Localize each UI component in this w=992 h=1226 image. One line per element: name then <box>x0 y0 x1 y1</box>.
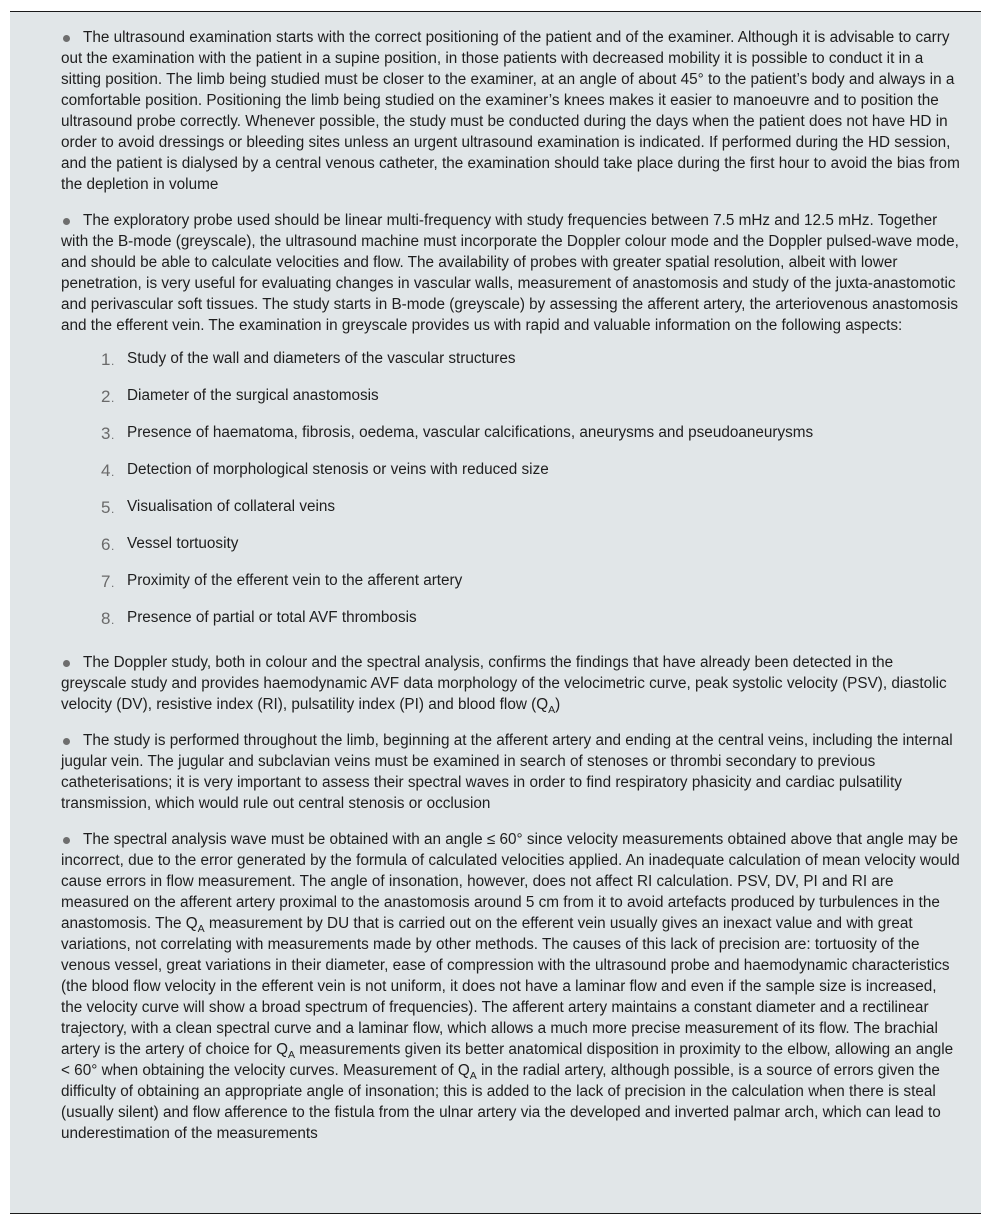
list-item <box>61 348 961 385</box>
bullet-icon <box>63 837 70 844</box>
list-item <box>61 570 961 607</box>
list-item-text: Diameter of the surgical anastomosis <box>127 387 379 404</box>
text-box <box>10 11 981 1214</box>
list-item-text: Presence of haematoma, fibrosis, oedema, vascular calcifications, aneurysms and pseudoaneurysms <box>127 424 814 441</box>
bullet-icon <box>63 660 70 667</box>
list-item-text: Proximity of the efferent vein to the afferent artery <box>127 572 463 589</box>
paragraph-text: The study is performed throughout the limb, beginning at the afferent artery and ending at the central veins, including the internal jugular vein. The jugular and subclavian veins must be examined in search of stenoses or thrombi secondary to previous catheterisations; it is very important to assess their spectral waves in order to find respiratory phasicity and cardiac pulsatility transmission, which would rule out central stenosis or occlusion <box>61 732 953 812</box>
bullet-paragraph-limb-study <box>61 730 961 814</box>
list-item-text: Visualisation of collateral veins <box>127 498 336 515</box>
list-item <box>61 533 961 570</box>
list-item <box>61 607 961 638</box>
greyscale-aspects-list <box>61 348 961 638</box>
list-item-text: Presence of partial or total AVF thrombosis <box>127 609 417 626</box>
list-item <box>61 459 961 496</box>
bullet-icon <box>63 35 70 42</box>
subscript-a: A <box>548 704 556 716</box>
subscript-a: A <box>288 1049 296 1061</box>
paragraph-text: The ultrasound examination starts with the correct positioning of the patient and of the examiner. Although it is advisable to carry out the examination with the patient in a supine position, in those patients with decreased mobility it is possible to conduct it in a sitting position. The limb being studied must be closer to the examiner, at an angle of about 45° to the patient’s body and always in a comfortable position. Positioning the limb being studied on the examiner’s knees makes it easier to manoeuvre and to position the ultrasound probe correctly. Whenever possible, the study must be conducted during the days when the patient does not have HD in order to avoid dressings or bleeding sites unless an urgent ultrasound examination is indicated. If performed during the HD session, and the patient is dialysed by a central venous catheter, the examination should take place during the first hour to avoid the bias from the depletion in volume <box>61 29 960 193</box>
list-item <box>61 385 961 422</box>
subscript-a: A <box>469 1070 477 1082</box>
paragraph-text-tail: ) <box>555 696 561 713</box>
bullet-paragraph-spectral-analysis <box>61 829 961 1144</box>
box-content <box>61 14 961 1159</box>
list-number: 5. <box>101 498 115 517</box>
list-number: 3. <box>101 424 115 443</box>
list-item-text: Vessel tortuosity <box>127 535 239 552</box>
list-number: 7. <box>101 572 115 591</box>
paragraph-text: measurements given its better anatomical disposition in proximity to the elbow, allowing an angle < 60° when obtaining the velocity curves. Measurement of Q <box>61 1041 954 1079</box>
paragraph-text: The Doppler study, both in colour and the spectral analysis, confirms the findings that have already been detected in the greyscale study and provides haemodynamic AVF data morphology of the velocimetric curve, peak systolic velocity (PSV), diastolic velocity (DV), resistive index (RI), pulsatility index (PI) and blood flow (Q <box>61 654 947 713</box>
list-item <box>61 422 961 459</box>
bullet-paragraph-positioning <box>61 27 961 195</box>
list-number: 8. <box>101 609 115 628</box>
list-number: 4. <box>101 461 115 480</box>
list-number: 6. <box>101 535 115 554</box>
bullet-paragraph-doppler <box>61 652 961 715</box>
paragraph-text: in the radial artery, although possible, is a source of errors given the difficulty of obtaining an appropriate angle of insonation; this is added to the lack of precision in the calculation when there is steal (usually silent) and flow afference to the fistula from the ulnar artery via the developed and inverted palmar arch, which can lead to underestimation of the measurements <box>61 1062 941 1142</box>
subscript-a: A <box>197 923 205 935</box>
paragraph-text: The spectral analysis wave must be obtained with an angle ≤ 60° since velocity measurements obtained above that angle may be incorrect, due to the error generated by the formula of calculated velocities applied. An inadequate calculation of mean velocity would cause errors in flow measurement. The angle of insonation, however, does not affect RI calculation. PSV, DV, PI and RI are measured on the afferent artery proximal to the anastomosis around 5 cm from it to avoid artefacts produced by turbulences in the anastomosis. The Q <box>61 831 960 932</box>
list-item-text: Detection of morphological stenosis or veins with reduced size <box>127 461 549 478</box>
paragraph-text: The exploratory probe used should be linear multi-frequency with study frequencies between 7.5 mHz and 12.5 mHz. Together with the B-mode (greyscale), the ultrasound machine must incorporate the Doppler colour mode and the Doppler pulsed-wave mode, and should be able to calculate velocities and flow. The availability of probes with greater spatial resolution, albeit with lower penetration, is very useful for evaluating changes in vascular walls, measurement of anastomosis and study of the juxta-anastomotic and perivascular soft tissues. The study starts in B-mode (greyscale) by assessing the afferent artery, the arteriovenous anastomosis and the efferent vein. The examination in greyscale provides us with rapid and valuable information on the following aspects: <box>61 212 959 334</box>
bullet-icon <box>63 738 70 745</box>
list-number: 1. <box>101 350 115 369</box>
bullet-paragraph-probe <box>61 210 961 336</box>
paragraph-text: measurement by DU that is carried out on the efferent vein usually gives an inexact value and with great variations, not correlating with measurements made by other methods. The causes of this lack of precision are: tortuosity of the venous vessel, great variations in their diameter, ease of compression with the ultrasound probe and haemodynamic characteristics (the blood flow velocity in the efferent vein is not uniform, it does not have a laminar flow and even if the sample size is increased, the velocity curve will show a broad spectrum of frequencies). The afferent artery maintains a constant diameter and a rectilinear trajectory, with a clean spectral curve and a laminar flow, which allows a much more precise measurement of its flow. The brachial artery is the artery of choice for Q <box>61 915 950 1058</box>
list-item <box>61 496 961 533</box>
list-item-text: Study of the wall and diameters of the vascular structures <box>127 350 516 367</box>
list-number: 2. <box>101 387 115 406</box>
bullet-icon <box>63 218 70 225</box>
